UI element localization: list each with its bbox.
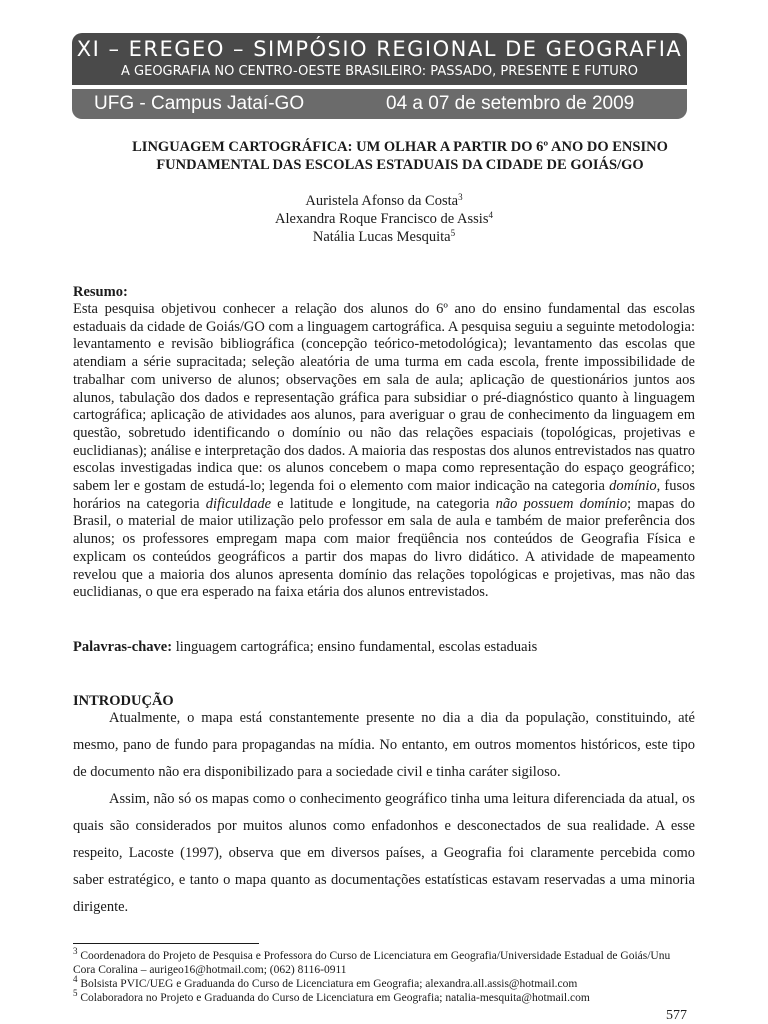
author [0, 192, 768, 210]
abstract-emphasis: dificuldade [205, 495, 272, 512]
footnote-text: Bolsista PVIC/UEG e Graduanda do Curso de Licenciatura em Geografia; alexandra.all.assis@hotmail.com [77, 978, 578, 990]
author-name: Alexandra Roque Francisco de Assis [275, 211, 489, 227]
abstract-part: e latitude e longitude, na categoria [271, 495, 496, 512]
page-number: 577 [666, 1008, 687, 1023]
author [0, 210, 768, 228]
keywords-label: Palavras-chave: [73, 639, 173, 655]
footnote-number: 5 [73, 988, 78, 998]
author-list [0, 192, 768, 246]
event-dates: 04 a 07 de setembro de 2009 [386, 93, 635, 114]
abstract-part: ; mapas do Brasil, o material de maior utilização pelo professor em sala de aula e também de maior preferência dos alunos; os professores empregam mapa com maior freqüência nos conteúdos de Geografia Física e explicam os conteúdos geográficos a partir dos mapas do livro didático. A atividade de mapeamento revelou que a maioria dos alunos apresenta domínio das relações topológicas e projetivas, mas não das euclidianas, o que era esperado na faixa etária dos alunos entrevistados. [73, 495, 695, 601]
footnote-divider [73, 943, 259, 944]
abstract-emphasis: domínio [609, 478, 657, 495]
body-paragraph: Atualmente, o mapa está constantemente presente no dia a dia da população, constituindo, até mesmo, pano de fundo para propagandas na mídia. No entanto, em outros momentos históricos, este tipo de documento não era disponibilizado para a sociedade civil e tinha caráter sigiloso. [73, 710, 695, 780]
paper-title-line-2: FUNDAMENTAL DAS ESCOLAS ESTADUAIS DA CIDADE DE GOIÁS/GO [156, 157, 644, 173]
section-heading-introduction: INTRODUÇÃO [73, 693, 174, 709]
event-campus: UFG - Campus Jataí-GO [94, 93, 305, 114]
abstract-part: Esta pesquisa objetivou conhecer a relação dos alunos do 6º ano do ensino fundamental das escolas estaduais da cidade de Goiás/GO com a linguagem cartográfica. A pesquisa seguiu a seguinte metodologia: levantamento e revisão bibliográfica (concepção teórico-metodológica); levantamento das escolas que atendiam a série supracitada; seleção aleatória de uma turma em cada escola, frente impossibilidade de trabalhar com universo de alunos; observações em sala de aula; aplicação de questionários juntos aos alunos, tabulação dos dados e representação gráfica para subsidiar o pré-diagnóstico quanto à linguagem cartográfica; aplicação de atividades aos alunos, para averiguar o grau de conhecimento da linguagem em questão, sobretudo identificando o domínio ou não das relações espaciais (topológicas, projetivas e euclidianas); análise e interpretação dos dados. A maioria das respostas dos alunos entrevistados nas quatro escolas investigadas indica que: os alunos concebem o mapa como representação do espaço geográfico; sabem ler e gostam de estudá-lo; legenda foi o elemento com maior indicação na categoria [73, 301, 695, 495]
footnote-number: 4 [73, 974, 78, 984]
footnote-marker: 3 [458, 192, 463, 202]
paper-title-line-1: LINGUAGEM CARTOGRÁFICA: UM OLHAR A PARTIR DO 6º ANO DO ENSINO [132, 139, 668, 155]
event-title: XI – EREGEO – SIMPÓSIO REGIONAL DE GEOGRAFIA [76, 37, 683, 61]
abstract-text [73, 301, 695, 602]
footnote [73, 988, 695, 1005]
abstract-part: , fusos horários na categoria [73, 478, 695, 512]
footnote [73, 974, 695, 991]
banner-top-panel [72, 33, 687, 85]
author-name: Auristela Afonso da Costa [305, 193, 459, 209]
keywords-text: linguagem cartográfica; ensino fundamental, escolas estaduais [172, 639, 538, 655]
footnote-marker: 4 [488, 210, 493, 220]
paper-title [100, 138, 700, 174]
author [0, 228, 768, 246]
event-banner [72, 33, 687, 121]
footnote-text: Coordenadora do Projeto de Pesquisa e Professora do Curso de Licenciatura em Geografia/Universidade Estadual de Goiás/Unu Cora Coralina – aurigeo16@hotmail.com; (062) 8116-0911 [73, 950, 671, 976]
body-paragraph: Assim, não só os mapas como o conhecimento geográfico tinha uma leitura diferenciada da atual, os quais são considerados por muitos alunos como enfadonhos e desconectados de sua realidade. A esse respeito, Lacoste (1997), observa que em diversos países, a Geografia foi claramente percebida como saber estratégico, e tanto o mapa quanto as documentações estatísticas estavam reservadas a uma minoria dirigente. [73, 791, 695, 915]
footnotes [73, 946, 695, 1005]
footnote-text: Colaboradora no Projeto e Graduanda do Curso de Licenciatura em Geografia; natalia-mesquita@hotmail.com [77, 992, 590, 1004]
footnote [73, 946, 695, 977]
author-name: Natália Lucas Mesquita [312, 229, 451, 245]
banner-bottom-panel [72, 89, 687, 119]
abstract-label: Resumo: [73, 284, 128, 300]
keywords [73, 638, 695, 656]
footnote-number: 3 [73, 946, 78, 956]
abstract-emphasis: não possuem domínio [495, 495, 628, 512]
footnote-marker: 5 [450, 228, 456, 238]
event-subtitle: A GEOGRAFIA NO CENTRO-OESTE BRASILEIRO: PASSADO, PRESENTE E FUTURO [121, 64, 638, 79]
